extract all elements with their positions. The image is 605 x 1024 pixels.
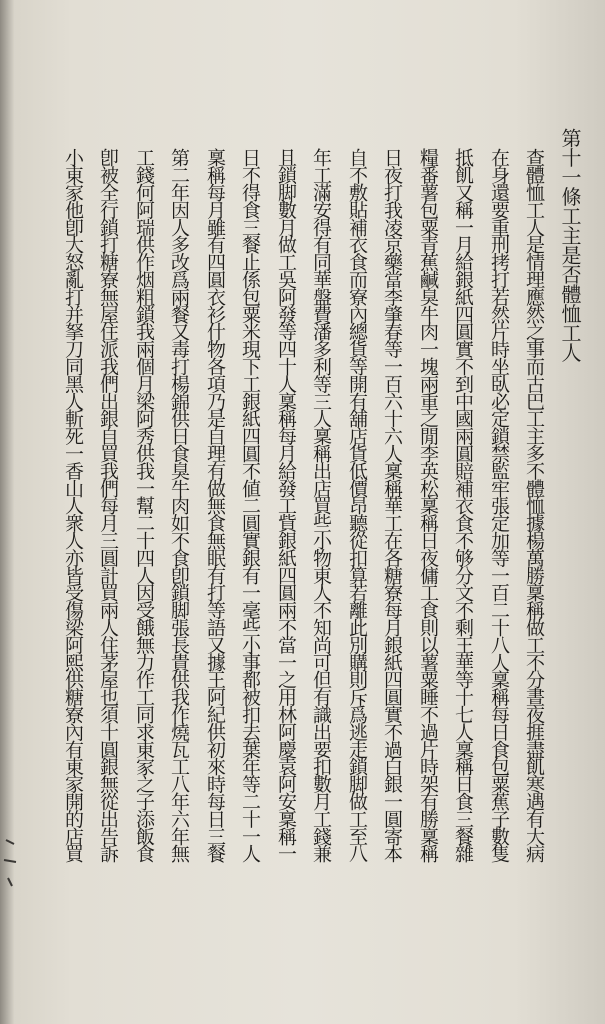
text-line-11: 第二年因人多改爲兩餐又毒打楊錦供日食臭牛肉如不食卽鎖脚張長貴供我作燒瓦工八年六年無 — [168, 148, 190, 862]
text-line-12: 工錢何阿瑞供作烟粗鎖我兩個月梁阿秀供我一幫二十四人因受餓無力作工同求東家之子添飯食 — [133, 148, 155, 862]
text-line-5: 日夜打我凌京藥當李肇春等一百六十六人稟稱華工在各糖寮每月銀紙四圓實不過白銀一圓寄本 — [381, 148, 403, 862]
text-line-4: 糧番薯包粟青蕉鹹臭牛肉一塊兩重之閒李英松稟稱日夜傭工食則以薯粟睡不過片時架有勝稟稱 — [417, 148, 439, 862]
binding-stitch-marks — [0, 820, 28, 900]
text-line-7: 年工滿安得有同華盤費潘多利等三人稟稱出店買些小物東人不知尚可但有識出要扣數月工錢兼 — [310, 148, 332, 862]
text-line-1: 查體恤工人是情理應然之事而古巴工主多不體恤據楊萬勝稟稱做工不分晝夜捱盡飢寒遇有大病 — [523, 148, 545, 862]
text-line-6: 自不敷貼補衣食而寮內總貨等開有舖店貨低價昂聽從扣算若離此別購則斥爲逃走鎖脚做工至八 — [346, 148, 368, 862]
section-heading: 第十一條工主是否體恤工人 — [558, 128, 582, 362]
text-line-14: 小東家他卽大怒亂打并拏刀同黑人斬死一香山人衆人亦皆受傷梁阿熙供糖寮內有東家開的店買 — [62, 148, 84, 862]
text-line-2: 在身還要重刑拷打若然片時坐臥必定鎖禁監牢張定加等一百二十八人稟稱每日食包粟蕉子數隻 — [488, 148, 510, 862]
text-line-3: 抵飢又稱一月給銀紙四圓實不到中國兩圓賠補衣食不够分文不剩王華等十七人稟稱日食三餐雜 — [452, 148, 474, 862]
text-line-13: 卽被全行鎖打糖寮無屋住派我們出銀自買我們每月三圓計買兩人住茅屋也須十圓銀無從出告訴 — [97, 148, 119, 862]
text-line-9: 日不得食三餐止係包粟米現下工銀紙四圓不値二圓實銀有一毫些小事都被扣去葉年等二十一人 — [239, 148, 261, 862]
text-line-8: 且鎖脚數月做工吳阿發等四十人稟稱每月給發工貲銀紙四圓兩不當一之用林阿慶袁阿安稟稱一 — [275, 148, 297, 862]
text-line-10: 稟稱每月雖有四圓衣衫什物各項乃是自理有做無食無眠有打等語又據王阿紀供初來時每日三餐 — [204, 148, 226, 862]
